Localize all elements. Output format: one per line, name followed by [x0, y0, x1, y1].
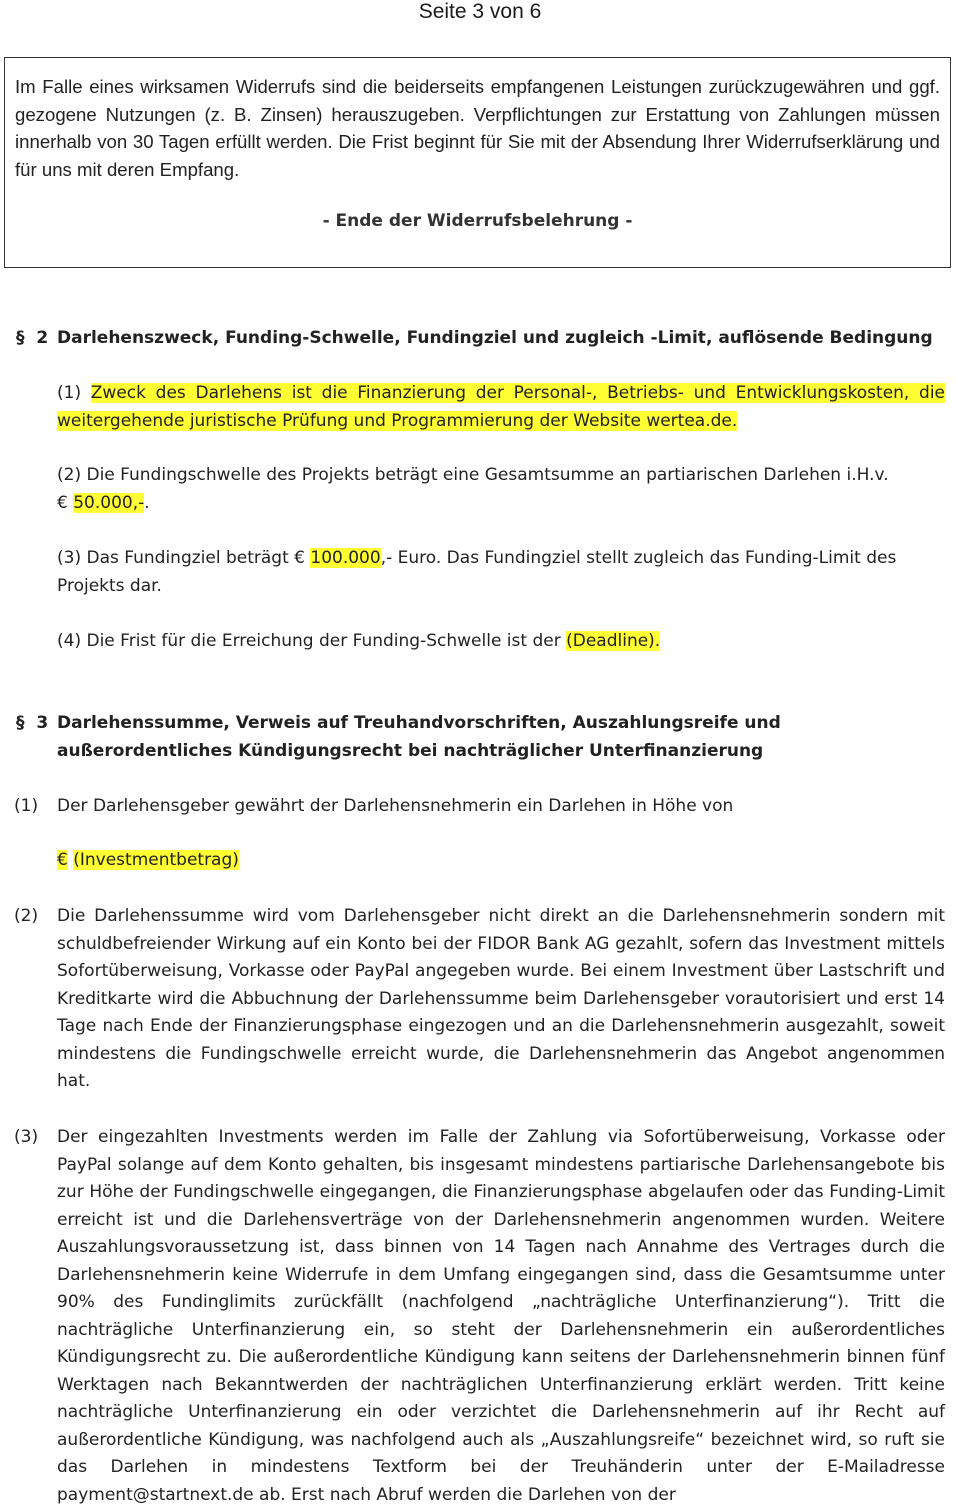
- investment-amount-line: [57, 847, 239, 875]
- threshold-text: (2) Die Fundingschwelle des Projekts beträgt eine Gesamtsumme an partiarischen Darlehen i.H.v.: [57, 465, 889, 485]
- revocation-paragraph: Im Falle eines wirksamen Widerrufs sind die beiderseits empfangenen Leistungen zurückzugewähren und ggf. gezogene Nutzungen (z. B. Zinsen) herauszugeben. Verpflichtungen zur Erstattung von Zahlungen müssen innerhalb von 30 Tagen erfüllt werden. Die Frist beginnt für Sie mit der Absendung Ihrer Widerrufserklärung und für uns mit deren Empfang.: [15, 76, 940, 180]
- deadline-highlight: (Deadline).: [566, 631, 661, 651]
- item-number: (1): [14, 796, 39, 816]
- section-3-heading: [16, 710, 946, 761]
- goal-prefix: (3) Das Fundingziel beträgt: [57, 548, 295, 568]
- deadline-prefix: (4) Die Frist für die Erreichung der Funding-Schwelle ist der: [57, 631, 567, 651]
- section-2-heading: [16, 325, 946, 353]
- revocation-notice-box: [4, 57, 951, 268]
- page-number: Seite 3 von 6: [418, 0, 542, 23]
- threshold-amount: 50.000,-: [73, 492, 145, 513]
- item-number: (3): [14, 1127, 39, 1147]
- section-2-paragraph-1: [57, 380, 945, 435]
- goal-amount: 100.000: [310, 548, 381, 568]
- section-number: 2: [36, 328, 49, 348]
- goal-suffix: ,- Euro. Das Fundingziel stellt zugleich das Funding-Limit des Projekts dar.: [57, 548, 897, 596]
- revocation-end-label: - Ende der Widerrufsbelehrung -: [322, 211, 633, 231]
- section-title: Darlehenszweck, Funding-Schwelle, Fundingziel und zugleich -Limit, auflösende Bedingung: [57, 328, 933, 348]
- item-text: Der eingezahlten Investments werden im Falle der Zahlung via Sofortüberweisung, Vorkasse oder PayPal solange auf dem Konto gehalten, bis insgesamt mindestens partiarische Darlehensangebote bis zur Höhe der Fundingschwelle eingegangen, die Finanzierungsphase abgelaufen oder das Funding-Limit erreicht ist und die Darlehensverträge von der Darlehensnehmerin angenommen wurden. Weitere Auszahlungsvoraussetzung ist, dass binnen von 14 Tagen nach Annahme des Vertrages durch die Darlehensnehmerin keine Widerrufe in dem Umfang eingegangen sind, dass die Gesamtsumme unter 90% des Fundinglimits zurückfällt (nachfolgend „nachträgliche Unterfinanzierung“). Tritt die nachträgliche Unterfinanzierung ein, so steht der Darlehensnehmerin ein außerordentliches Kündigungsrecht zu. Die außerordentliche Kündigung kann seitens der Darlehensnehmerin binnen fünf Werktagen nach Bekanntwerden der nachträglichen Unterfinanzierung erklärt werden. Tritt keine nachträgliche Unterfinanzierung ein oder verzichtet die Darlehensnehmerin auf ihr Recht auf außerordentliche Kündigung, was nachfolgend auch als „Auszahlungsreife“ bezeichnet wird, so ruft sie das Darlehen in mindestens Textform bei der Treuhänderin unter der E-Mailadresse payment@startnext.de ab. Erst nach Abruf werden die Darlehen von der: [57, 1127, 945, 1505]
- threshold-suffix: .: [144, 492, 150, 513]
- item-text: Die Darlehenssumme wird vom Darlehensgeber nicht direkt an die Darlehensnehmerin sondern mit schuldbefreiender Wirkung auf ein Konto bei der FIDOR Bank AG gezahlt, sofern das Investment mittels Sofortüberweisung, Vorkasse oder PayPal angegeben wurde. Bei einem Investment über Lastschrift und Kreditkarte wird die Abbuchnung der Darlehenssumme beim Darlehensgeber vorautorisiert und erst 14 Tage nach Ende der Finanzierungsphase eingezogen und an die Darlehensnehmerin ausgezahlt, soweit mindestens die Fundingschwelle erreicht wurde, die Darlehensnehmerin das Angebot angenommen hat.: [57, 906, 945, 1091]
- purpose-highlight: Zweck des Darlehens ist die Finanzierung der Personal-, Betriebs- und Entwicklungskosten, die weitergehende juristische Prüfung und Programmierung der Website wertea.de.: [57, 383, 945, 431]
- item-number: (2): [14, 906, 39, 926]
- paragraph-prefix: (1): [57, 383, 91, 403]
- section-number: 3: [36, 713, 49, 733]
- currency-symbol: €: [57, 492, 68, 513]
- section-2-paragraph-2: [57, 462, 945, 517]
- section-2-paragraph-3: [57, 545, 945, 600]
- section-symbol: §: [16, 713, 25, 733]
- item-text: Der Darlehensgeber gewährt der Darlehensnehmerin ein Darlehen in Höhe von: [57, 796, 734, 816]
- currency-symbol: €: [57, 850, 68, 870]
- currency-symbol: €: [294, 548, 305, 568]
- investment-placeholder: (Investmentbetrag): [73, 850, 239, 870]
- section-2-paragraph-4: [57, 628, 945, 656]
- section-symbol: §: [16, 328, 25, 348]
- section-title: Darlehenssumme, Verweis auf Treuhandvorschriften, Auszahlungsreife und außerordentliches Kündigungsrecht bei nachträglicher Unterfinanzierung: [57, 713, 781, 761]
